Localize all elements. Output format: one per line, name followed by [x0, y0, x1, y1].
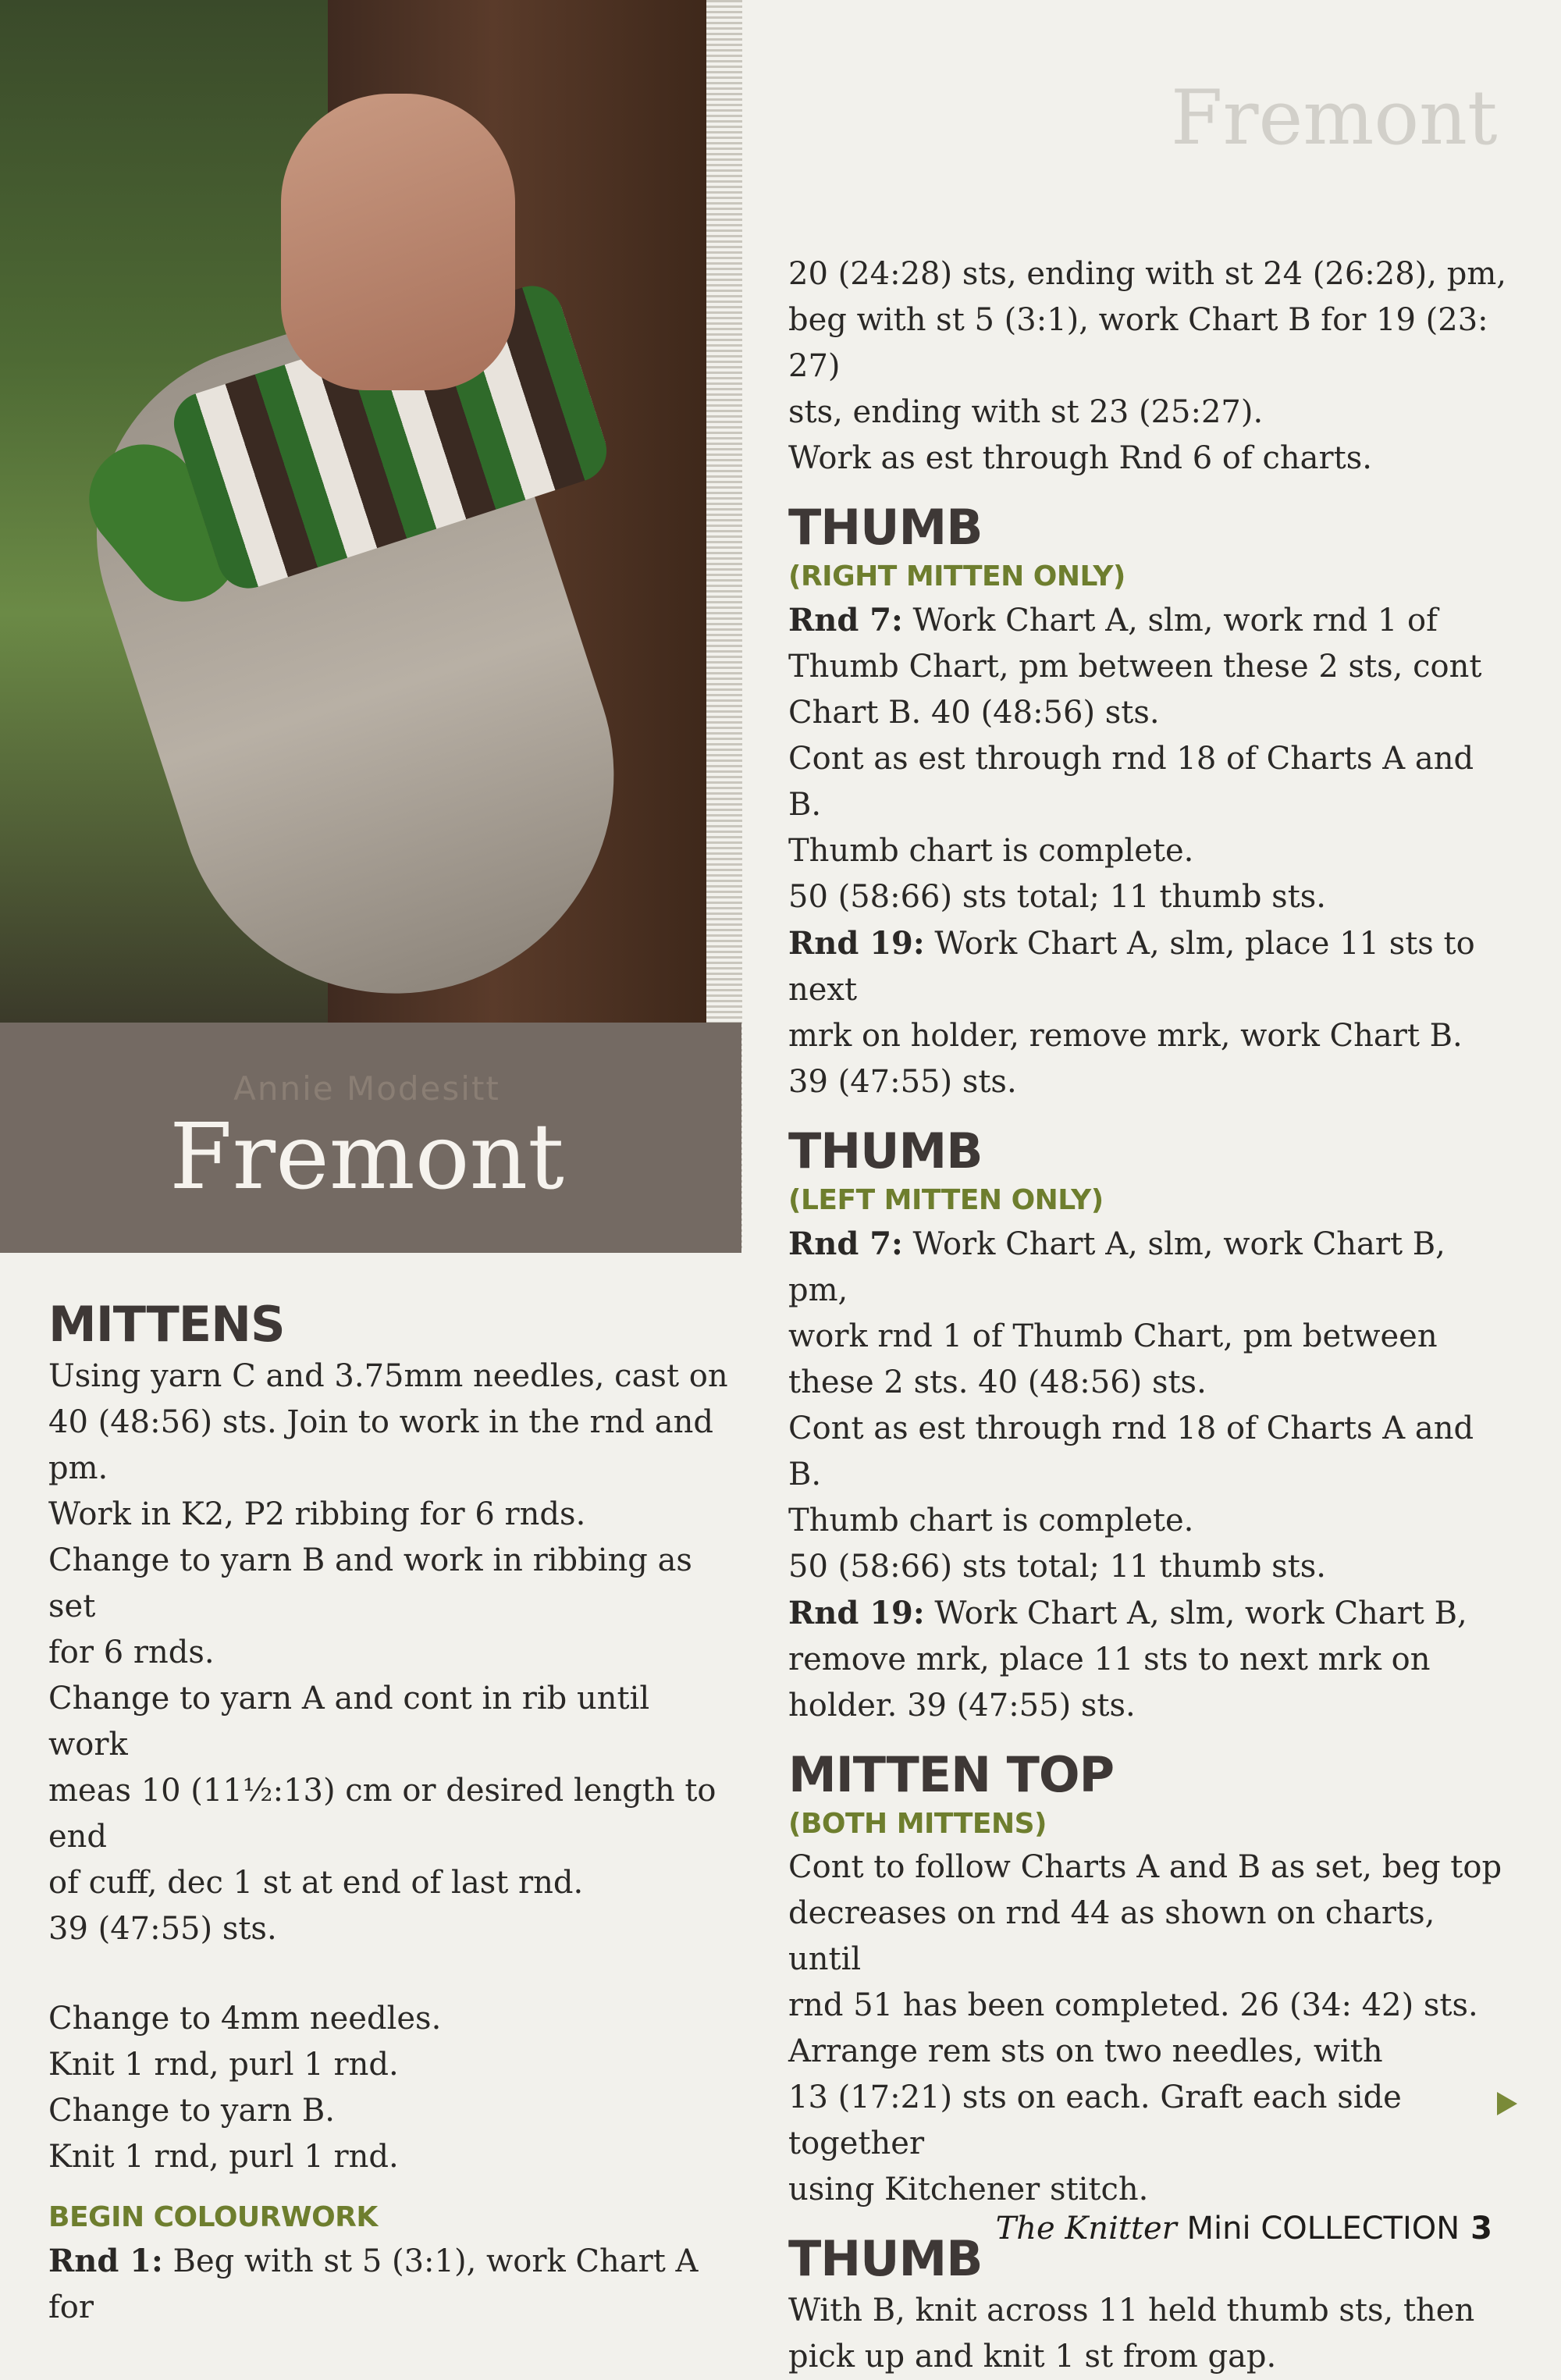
- text-line: sts, ending with st 23 (25:27).: [788, 394, 1264, 430]
- text-line: Change to yarn B.: [48, 2093, 335, 2129]
- thumb-right-heading: THUMB: [788, 499, 983, 556]
- text-line: Chart B. 40 (48:56) sts.: [788, 695, 1160, 731]
- text-line: Arrange rem sts on two needles, with: [788, 2033, 1383, 2069]
- text-line: 39 (47:55) sts.: [788, 1064, 1017, 1100]
- text-line: With B, knit across 11 held thumb sts, then: [788, 2293, 1475, 2328]
- text-line: decreases on rnd 44 as shown on charts, until: [788, 1895, 1435, 1977]
- text-line: [788, 1221, 1514, 1314]
- title-banner: [0, 1023, 741, 1253]
- continue-arrow-icon: [1497, 2092, 1517, 2115]
- text-line: Cont as est through rnd 18 of Charts A and B.: [788, 1411, 1474, 1492]
- text-line: Work in K2, P2 ribbing for 6 rnds.: [48, 1496, 586, 1532]
- round-text: Work Chart A, slm, work rnd 1 of: [902, 603, 1438, 639]
- round-text: Work Chart A, slm, work Chart B, pm,: [788, 1226, 1445, 1308]
- page-footer: [996, 2211, 1492, 2247]
- text-line: holder. 39 (47:55) sts.: [788, 1688, 1136, 1724]
- round-label: Rnd 1:: [48, 2243, 163, 2279]
- text-line: 50 (58:66) sts total; 11 thumb sts.: [788, 879, 1327, 915]
- round-label: Rnd 19:: [788, 1595, 925, 1631]
- text-line: 39 (47:55) sts.: [48, 1911, 277, 1947]
- mitten-top-heading: MITTEN TOP: [788, 1746, 1115, 1803]
- text-line: rnd 51 has been completed. 26 (34: 42) sts.: [788, 1987, 1478, 2023]
- text-line: [788, 1590, 1514, 1637]
- colourwork-heading: BEGIN COLOURWORK: [48, 2201, 378, 2233]
- text-line: for 6 rnds.: [48, 1635, 215, 1670]
- pattern-title: Fremont: [169, 1105, 564, 1210]
- round-text: Work Chart A, slm, place 11 sts to next: [788, 926, 1475, 1008]
- text-line: using Kitchener stitch.: [788, 2172, 1149, 2207]
- thumb-left-subheading: (LEFT MITTEN ONLY): [788, 1184, 1104, 1216]
- text-line: beg with st 5 (3:1), work Chart B for 19 (23: 27): [788, 302, 1488, 384]
- round-label: Rnd 19:: [788, 925, 925, 962]
- text-line: Work as est through Rnd 6 of charts.: [788, 440, 1372, 476]
- text-line: Change to 4mm needles.: [48, 2001, 442, 2037]
- magazine-name: The Knitter: [995, 2211, 1177, 2247]
- mittens-photo: [0, 0, 741, 1023]
- thumb-final-heading: THUMB: [788, 2230, 983, 2287]
- text-line: 20 (24:28) sts, ending with st 24 (26:28), pm,: [788, 256, 1506, 292]
- text-line: [788, 597, 1514, 644]
- text-line: remove mrk, place 11 sts to next mrk on: [788, 1642, 1431, 1677]
- text-line: [788, 920, 1514, 1013]
- round-label: Rnd 7:: [788, 602, 903, 639]
- right-column: [788, 251, 1514, 2380]
- text-line: pick up and knit 1 st from gap.: [788, 2339, 1277, 2375]
- thumb-right-subheading: (RIGHT MITTEN ONLY): [788, 560, 1125, 592]
- text-line: Cont to follow Charts A and B as set, beg top: [788, 1849, 1502, 1885]
- show-through-title: Fremont: [1171, 74, 1498, 162]
- text-line: mrk on holder, remove mrk, work Chart B.: [788, 1018, 1463, 1054]
- text-line: meas 10 (11½:13) cm or desired length to end: [48, 1773, 716, 1855]
- text-line: 50 (58:66) sts total; 11 thumb sts.: [788, 1549, 1327, 1585]
- left-column: [48, 1296, 735, 2331]
- text-line: Change to yarn B and work in ribbing as set: [48, 1542, 692, 1624]
- round-text: Work Chart A, slm, work Chart B,: [924, 1596, 1467, 1631]
- mitten-top-subheading: (BOTH MITTENS): [788, 1808, 1047, 1840]
- thumb-left-heading: THUMB: [788, 1122, 983, 1179]
- text-line: 40 (48:56) sts. Join to work in the rnd and pm.: [48, 1404, 713, 1486]
- text-line: these 2 sts. 40 (48:56) sts.: [788, 1364, 1207, 1400]
- text-line: Knit 1 rnd, purl 1 rnd.: [48, 2139, 399, 2175]
- collection-label: Mini COLLECTION: [1176, 2211, 1460, 2247]
- text-line: Cont as est through rnd 18 of Charts A and B.: [788, 741, 1474, 823]
- text-line: Using yarn C and 3.75mm needles, cast on: [48, 1358, 728, 1394]
- round-label: Rnd 7:: [788, 1226, 903, 1262]
- text-line: Thumb chart is complete.: [788, 1503, 1194, 1539]
- text-line: work rnd 1 of Thumb Chart, pm between: [788, 1318, 1438, 1354]
- page-number: 3: [1470, 2211, 1492, 2247]
- author-name: Annie Modesitt: [233, 1069, 500, 1108]
- text-line: Change to yarn A and cont in rib until work: [48, 1681, 650, 1763]
- hand-graphic: [281, 94, 515, 390]
- text-line: of cuff, dec 1 st at end of last rnd.: [48, 1865, 584, 1901]
- round-text: Beg with st 5 (3:1), work Chart A for: [48, 2243, 699, 2325]
- text-line: Thumb chart is complete.: [788, 833, 1194, 869]
- text-line: 13 (17:21) sts on each. Graft each side together: [788, 2079, 1402, 2161]
- text-line: Thumb Chart, pm between these 2 sts, cont: [788, 649, 1482, 685]
- mittens-heading: MITTENS: [48, 1296, 285, 1353]
- text-line: Knit 1 rnd, purl 1 rnd.: [48, 2047, 399, 2083]
- text-line: [48, 2238, 735, 2331]
